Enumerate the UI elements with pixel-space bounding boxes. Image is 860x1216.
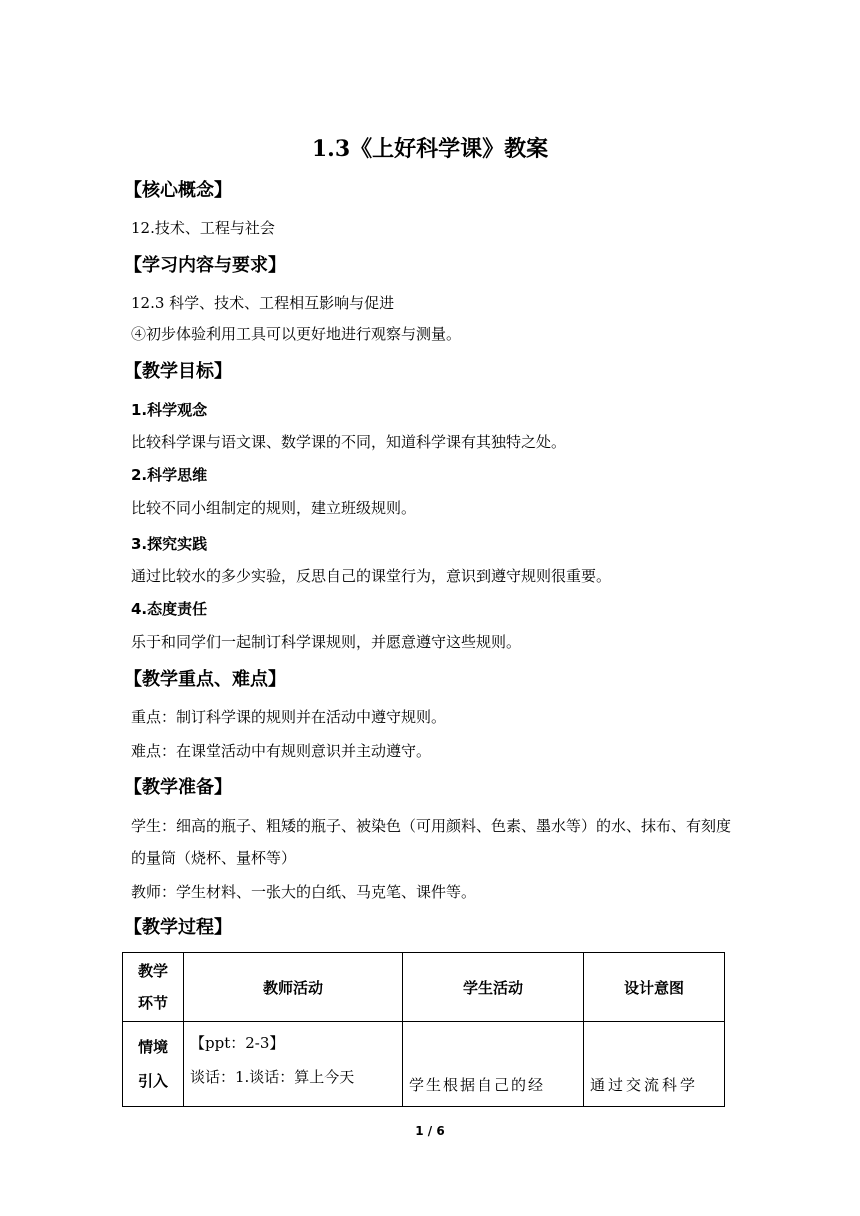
core-concept-text: 12.技术、工程与社会 bbox=[131, 219, 275, 237]
table-header-row bbox=[123, 953, 725, 1022]
preparation-students: 学生：细高的瓶子、粗矮的瓶子、被染色（可用颜料、色素、墨水等）的水、抹布、有刻度的量筒（烧杯、量杯等） bbox=[131, 817, 732, 867]
objective-label: 4.态度责任 bbox=[131, 600, 208, 618]
objective-label: 3.探究实践 bbox=[131, 535, 208, 553]
table-cell-student: 学生根据自己的经 bbox=[403, 1022, 584, 1107]
key-point-text: 重点：制订科学课的规则并在活动中遵守规则。 bbox=[131, 708, 447, 726]
heading-learning-content: 【学习内容与要求】 bbox=[124, 255, 286, 276]
objective-label: 1.科学观念 bbox=[131, 401, 208, 419]
table-row bbox=[123, 1022, 725, 1107]
objective-text: 通过比较水的多少实验，反思自己的课堂行为，意识到遵守规则很重要。 bbox=[131, 567, 612, 585]
table-header-cell: 学生活动 bbox=[403, 953, 584, 1022]
objective-text: 比较科学课与语文课、数学课的不同，知道科学课有其独特之处。 bbox=[131, 433, 567, 451]
objective-label: 2.科学思维 bbox=[131, 466, 208, 484]
table-header-cell: 设计意图 bbox=[584, 953, 725, 1022]
table-header-cell: 教学环节 bbox=[123, 953, 184, 1022]
objective-text: 比较不同小组制定的规则，建立班级规则。 bbox=[131, 499, 417, 517]
process-table bbox=[122, 952, 725, 1107]
document-title: 1.3《上好科学课》教案 bbox=[311, 136, 549, 162]
heading-core-concept: 【核心概念】 bbox=[124, 180, 232, 201]
difficult-point-text: 难点：在课堂活动中有规则意识并主动遵守。 bbox=[131, 742, 432, 760]
heading-objectives: 【教学目标】 bbox=[124, 361, 232, 382]
table-cell-stage: 情境引入 bbox=[123, 1022, 184, 1107]
heading-process: 【教学过程】 bbox=[124, 917, 232, 938]
table-cell-teacher: 【ppt：2-3】 谈话：1.谈话：算上今天 bbox=[184, 1022, 403, 1107]
page-number: 1 / 6 bbox=[415, 1124, 445, 1138]
heading-preparation: 【教学准备】 bbox=[124, 777, 232, 798]
table-header-cell: 教师活动 bbox=[184, 953, 403, 1022]
learning-content-line2: ④初步体验利用工具可以更好地进行观察与测量。 bbox=[131, 325, 462, 343]
heading-key-points: 【教学重点、难点】 bbox=[124, 669, 286, 690]
table-cell-intent: 通过交流科学 bbox=[584, 1022, 725, 1107]
objective-text: 乐于和同学们一起制订科学课规则，并愿意遵守这些规则。 bbox=[131, 633, 522, 651]
learning-content-line1: 12.3 科学、技术、工程相互影响与促进 bbox=[131, 294, 395, 312]
preparation-teacher: 教师：学生材料、一张大的白纸、马克笔、课件等。 bbox=[131, 883, 477, 901]
